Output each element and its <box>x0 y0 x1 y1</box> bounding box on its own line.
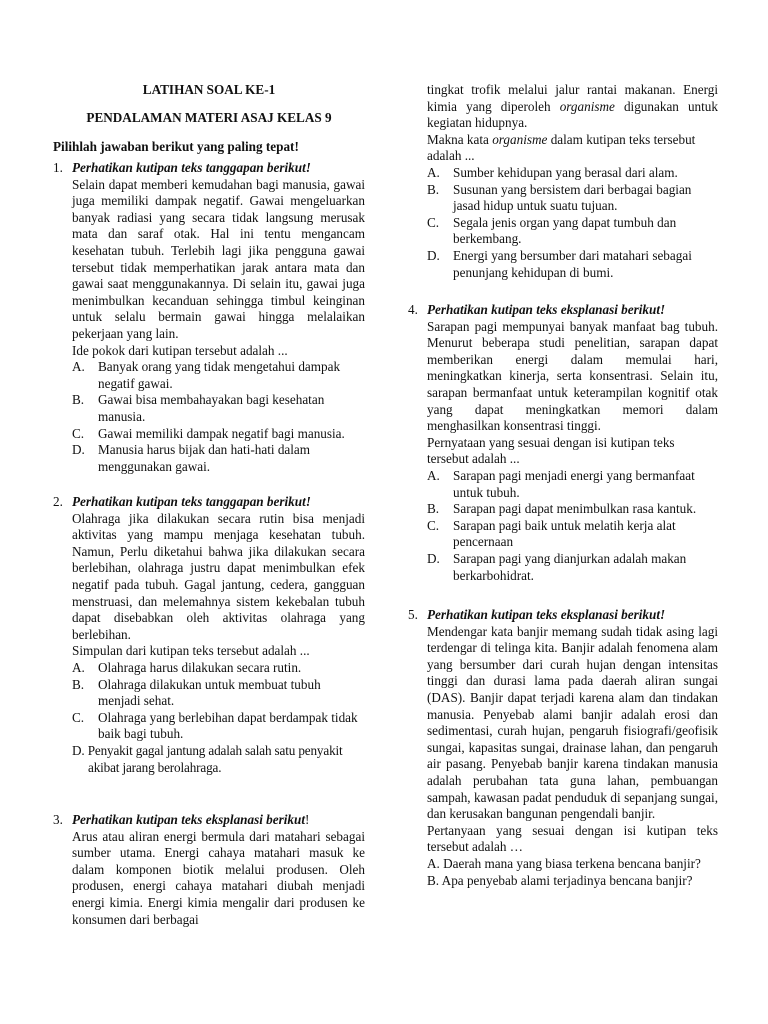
prompt-part: Makna kata <box>427 131 493 147</box>
option-text: Gawai bisa membahayakan bagi kesehatan manusia. <box>98 392 325 424</box>
option-letter: B. <box>72 392 85 408</box>
option-text: Daerah mana yang biasa terkena bencana banjir? <box>443 855 701 871</box>
option-text: Olahraga harus dilakukan secara rutin. <box>98 659 302 675</box>
passage-part: digunakan untuk kegiatan hidupnya. <box>427 98 718 131</box>
option-text: Susunan yang bersistem dari berbagai bagian jasad hidup untuk suatu tujuan. <box>453 181 692 214</box>
option-letter: A. <box>72 659 85 675</box>
heading-text: Perhatikan kutipan teks eksplanasi berikut <box>72 812 306 827</box>
option-text: Sumber kehidupan yang berasal dari alam. <box>453 164 678 180</box>
answer-option-c[interactable] <box>72 710 365 743</box>
option-letter: B. <box>427 181 440 197</box>
question-3 <box>53 812 365 928</box>
answer-option-b[interactable] <box>72 392 365 425</box>
option-text: Olahraga yang berlebihan dapat berdampak tidak baik bagi tubuh. <box>98 709 358 742</box>
passage-part: tingkat trofik melalui jalur rantai makanan. Energi kimia yang diperoleh <box>427 82 718 114</box>
answer-option-c[interactable] <box>427 518 718 551</box>
option-letter: C. <box>427 517 440 533</box>
answer-option-a[interactable] <box>72 359 365 392</box>
question-prompt: Simpulan dari kutipan teks tersebut adalah ... <box>72 643 310 659</box>
answer-option-a[interactable] <box>427 165 718 182</box>
question-5 <box>408 607 718 889</box>
answer-option-a[interactable] <box>427 468 718 501</box>
option-letter: D. <box>72 742 85 758</box>
answer-option-c[interactable] <box>427 215 718 248</box>
option-text: Sarapan pagi baik untuk melatih kerja alat pencernaan <box>453 517 676 550</box>
answer-option-a[interactable] <box>427 856 718 873</box>
option-text: Energi yang bersumber dari matahari sebagai penunjang kehidupan di bumi. <box>453 247 692 280</box>
option-text: Sarapan pagi menjadi energi yang bermanfaat untuk tubuh. <box>453 467 695 500</box>
question-number: 4. <box>408 302 418 317</box>
question-prompt: Pertanyaan yang sesuai dengan isi kutipan teks tersebut adalah … <box>427 822 718 855</box>
option-letter: B. <box>72 676 85 692</box>
answer-option-d[interactable] <box>72 442 365 475</box>
question-heading <box>72 812 365 829</box>
option-letter: C. <box>427 214 440 230</box>
option-letter: B. <box>427 501 440 517</box>
question-heading: Perhatikan kutipan teks eksplanasi berikut! <box>427 607 666 622</box>
question-2 <box>53 494 365 776</box>
question-passage: Arus atau aliran energi bermula dari matahari sebagai sumber utama. Energi cahaya matahari masuk ke dalam komponen biotik melalui produsen. Oleh produsen, energi cahaya matahari diubah menjadi energi kimia. Energi kimia mengalir dari produsen ke konsumen dari berbagai <box>72 828 365 927</box>
question-heading: Perhatikan kutipan teks eksplanasi berikut! <box>427 302 666 317</box>
question-4 <box>408 302 718 584</box>
option-letter: C. <box>72 709 85 725</box>
question-passage: Sarapan pagi mempunyai banyak manfaat bag tubuh. Menurut beberapa studi penelitian, sarapan dapat memberikan energi dalam memulai hari, meningkatkan kinerja, serta konsentrasi. Selain itu, sarapan bermanfaat untuk keterampilan kognitif otak yang dapat meningkatkan memori dalam menghasilkan konsentrasi tinggi. <box>427 318 718 434</box>
option-letter: A. <box>427 467 440 483</box>
question-passage: Mendengar kata banjir memang sudah tidak asing lagi terdengar di telinga kita. Banjir adalah fenomena alam yang bersumber dari curah hujan dengan intensitas tinggi dan durasi lama pada daerah aliran sungai (DAS). Banjir dapat terjadi karena alam dan tindakan manusia. Penyebab alami banjir adalah erosi dan sedimentasi, curah hujan, pengaruh fisiografi/geofisik sungai, kapasitas sungai, drainase lahan, dan pengaruh air pasang. Penyebab banjir karena tindakan manusia adalah perubahan tata guna lahan, pembuangan sampah, kawasan padat penduduk di sepanjang sungai, dan kerusakan bangunan pengendali banjir. <box>427 623 718 822</box>
page-subtitle: PENDALAMAN MATERI ASAJ KELAS 9 <box>86 110 332 125</box>
question-number: 3. <box>53 812 63 827</box>
question-passage: Selain dapat memberi kemudahan bagi manusia, gawai juga memiliki dampak negatif. Gawai mengeluarkan banyak radiasi yang secara tidak langsung merusak mata dan saraf otak. Hal ini tentu mengancam kesehatan tubuh. Terlebih lagi jika pengguna gawai tersebut tidak memperhatikan jarak antara mata dan gawai saat menggunakannya. Di selain itu, gawai juga menimbulkan kecanduan sehingga timbul keinginan untuk selalu bermain gawai hingga melalaikan pekerjaan yang lain. <box>72 176 365 341</box>
prompt-emphasis: organisme <box>492 131 548 147</box>
answer-option-b[interactable] <box>427 873 718 890</box>
question-1 <box>53 160 365 475</box>
question-passage: Olahraga jika dilakukan secara rutin bisa menjadi aktivitas yang mampu menjaga kesehatan tubuh. Namun, Perlu diketahui bahwa jika dilakukan secara berlebihan, olahraga justru dapat menimbulkan efek negatif pada tubuh. Gagal jantung, cedera, gangguan menstruasi, dan melemahnya sistem kekebalan tubuh dapat disebabkan oleh aktivitas olahraga yang berlebihan. <box>72 510 365 642</box>
answer-option-b[interactable] <box>72 677 365 710</box>
question-heading: Perhatikan kutipan teks tanggapan berikut! <box>72 160 311 175</box>
option-text: Penyakit gagal jantung adalah salah satu penyakit akibat jarang berolahraga. <box>87 742 343 775</box>
answer-option-c[interactable] <box>72 426 365 443</box>
instruction: Pilihlah jawaban berikut yang paling tepat! <box>53 139 299 154</box>
question-number: 1. <box>53 160 63 175</box>
answer-option-d[interactable] <box>427 551 718 584</box>
question-number: 2. <box>53 494 63 509</box>
answer-option-b[interactable] <box>427 501 718 518</box>
answer-option-d[interactable] <box>72 743 365 776</box>
option-letter: D. <box>427 550 440 566</box>
option-text: Manusia harus bijak dan hati-hati dalam menggunakan gawai. <box>98 442 311 474</box>
option-text: Segala jenis organ yang dapat tumbuh dan berkembang. <box>453 214 677 247</box>
page-title: LATIHAN SOAL KE-1 <box>142 82 276 97</box>
option-letter: D. <box>72 442 85 458</box>
answer-option-a[interactable] <box>72 660 365 677</box>
question-number: 5. <box>408 607 418 622</box>
option-letter: A. <box>427 164 440 180</box>
option-letter: C. <box>72 425 85 441</box>
question-heading: Perhatikan kutipan teks tanggapan berikut! <box>72 494 311 509</box>
option-text: Banyak orang yang tidak mengetahui dampak negatif gawai. <box>98 359 341 391</box>
heading-exclamation: ! <box>305 812 310 827</box>
answer-option-b[interactable] <box>427 182 718 215</box>
option-letter: A. <box>72 359 85 375</box>
option-text: Gawai memiliki dampak negatif bagi manusia. <box>98 425 345 441</box>
question-3-continued <box>408 82 718 281</box>
option-text: Sarapan pagi yang dianjurkan adalah makan berkarbohidrat. <box>453 550 687 583</box>
passage-emphasis: organisme <box>559 98 615 114</box>
option-letter: D. <box>427 247 440 263</box>
option-letter: B. <box>427 872 440 888</box>
question-prompt: Pernyataan yang sesuai dengan isi kutipan teks tersebut adalah ... <box>427 434 675 467</box>
option-text: Olahraga dilakukan untuk membuat tubuh menjadi sehat. <box>98 676 321 709</box>
question-passage-continued <box>427 82 718 132</box>
option-text: Sarapan pagi dapat menimbulkan rasa kantuk. <box>453 501 697 517</box>
question-prompt <box>427 132 718 165</box>
question-prompt: Ide pokok dari kutipan tersebut adalah ... <box>72 342 288 358</box>
prompt-part: dalam kutipan teks tersebut adalah ... <box>427 131 696 164</box>
option-letter: A. <box>427 855 440 871</box>
answer-option-d[interactable] <box>427 248 718 281</box>
option-text: Apa penyebab alami terjadinya bencana banjir? <box>441 872 693 888</box>
